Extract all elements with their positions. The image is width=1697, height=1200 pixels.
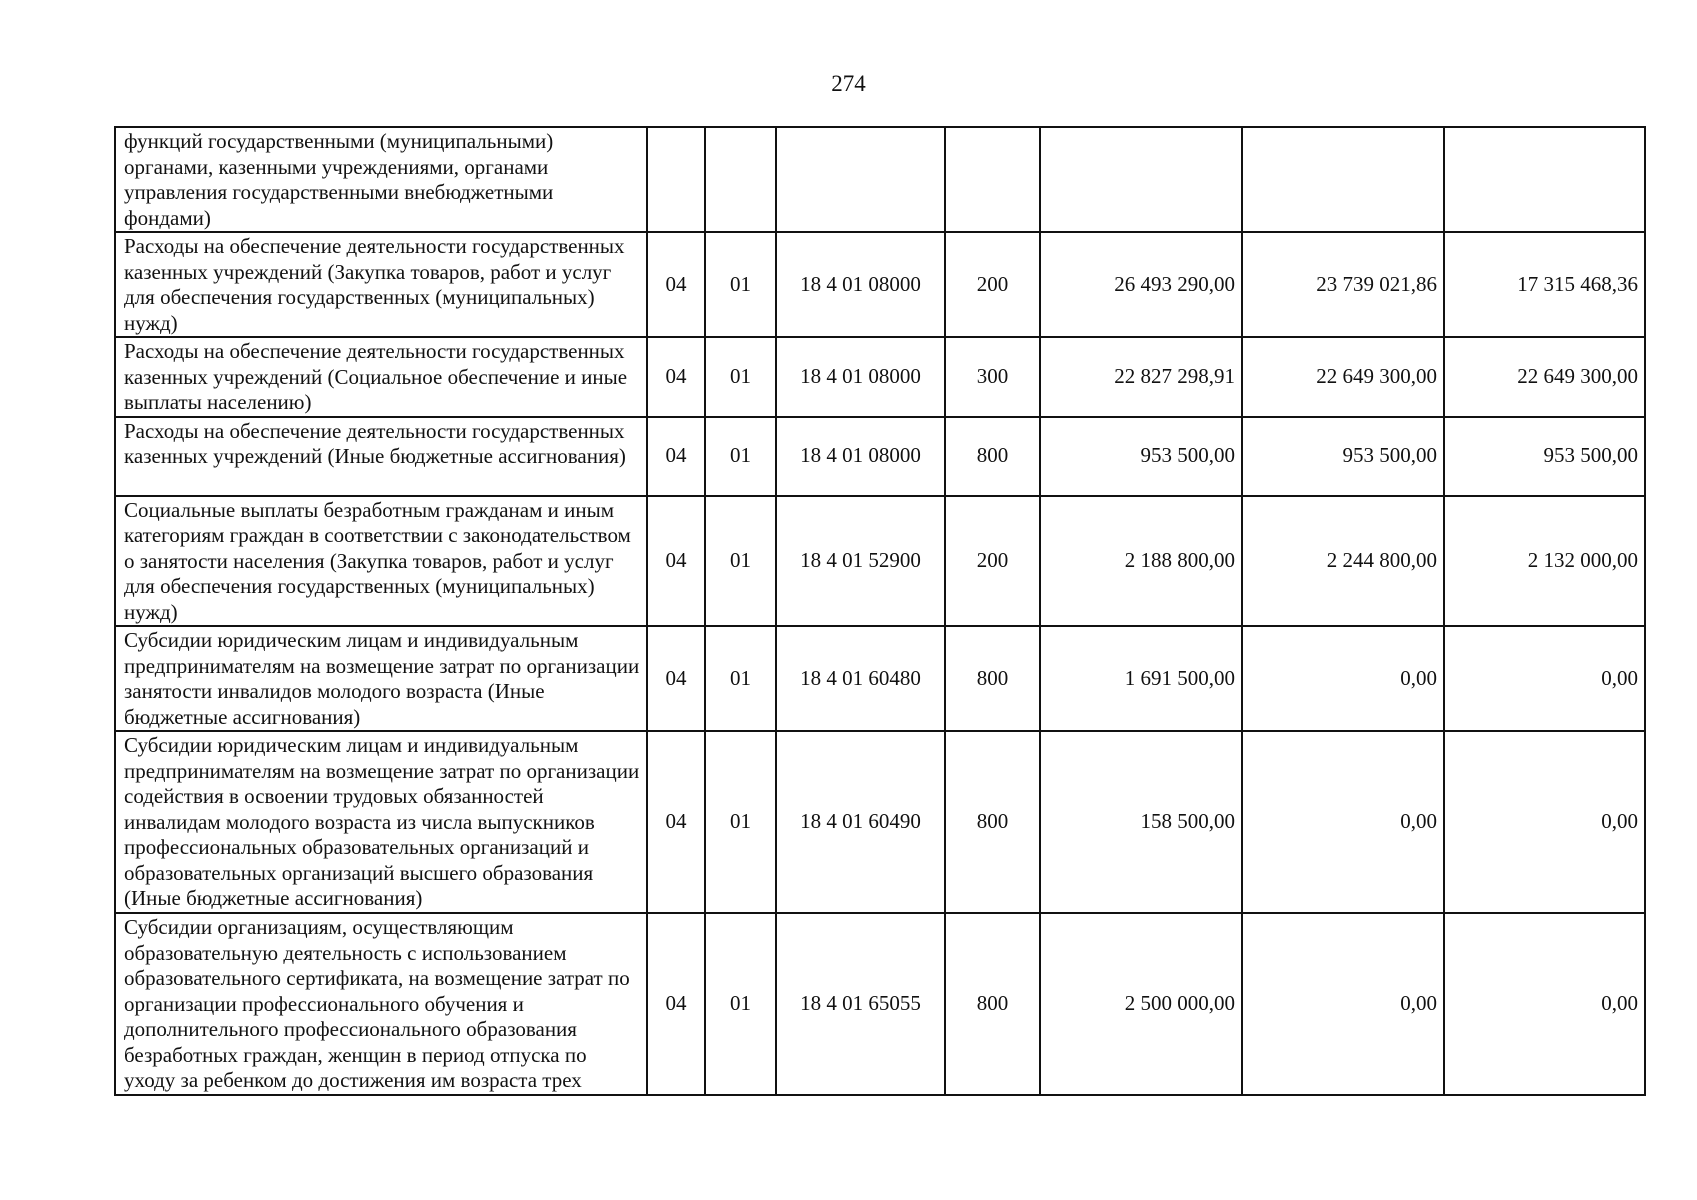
row-vr xyxy=(945,127,1040,232)
row-pr: 01 xyxy=(705,417,776,496)
row-pr: 01 xyxy=(705,496,776,627)
row-vr: 300 xyxy=(945,337,1040,417)
row-vr: 200 xyxy=(945,232,1040,337)
row-name: Субсидии организациям, осуществляющим образовательную деятельность с использованием образовательного сертификата, на возмещение затрат по организации профессионального обучения и дополнительного профессионального образования безработных граждан, женщин в период отпуска по уходу за ребенком до достижения им возраста трех xyxy=(115,913,647,1095)
row-vr: 800 xyxy=(945,731,1040,913)
table-row xyxy=(115,417,1645,496)
row-vr: 800 xyxy=(945,913,1040,1095)
row-rz: 04 xyxy=(647,337,705,417)
row-sum-2: 2 244 800,00 xyxy=(1242,496,1444,627)
table-row xyxy=(115,232,1645,337)
budget-table xyxy=(114,126,1646,1096)
table-row xyxy=(115,626,1645,731)
row-sum-1: 1 691 500,00 xyxy=(1040,626,1242,731)
row-vr: 800 xyxy=(945,626,1040,731)
row-sum-2: 23 739 021,86 xyxy=(1242,232,1444,337)
row-rz xyxy=(647,127,705,232)
row-pr: 01 xyxy=(705,232,776,337)
row-name: Расходы на обеспечение деятельности государственных казенных учреждений (Закупка товаров, работ и услуг для обеспечения государственных (муниципальных) нужд) xyxy=(115,232,647,337)
row-sum-1 xyxy=(1040,127,1242,232)
row-sum-2: 0,00 xyxy=(1242,731,1444,913)
row-csr: 18 4 01 60480 xyxy=(776,626,945,731)
row-name: функций государственными (муниципальными) органами, казенными учреждениями, органами управления государственными внебюджетными фондами) xyxy=(115,127,647,232)
row-sum-2 xyxy=(1242,127,1444,232)
row-sum-1: 158 500,00 xyxy=(1040,731,1242,913)
row-sum-1: 2 188 800,00 xyxy=(1040,496,1242,627)
row-rz: 04 xyxy=(647,731,705,913)
page-number: 274 xyxy=(831,71,866,96)
row-sum-3: 0,00 xyxy=(1444,913,1645,1095)
row-csr: 18 4 01 08000 xyxy=(776,337,945,417)
row-csr: 18 4 01 60490 xyxy=(776,731,945,913)
row-vr: 200 xyxy=(945,496,1040,627)
row-sum-2: 953 500,00 xyxy=(1242,417,1444,496)
row-rz: 04 xyxy=(647,496,705,627)
table-row xyxy=(115,496,1645,627)
row-name: Расходы на обеспечение деятельности государственных казенных учреждений (Иные бюджетные ассигнования) xyxy=(115,417,647,496)
row-pr: 01 xyxy=(705,626,776,731)
row-csr: 18 4 01 65055 xyxy=(776,913,945,1095)
table-row xyxy=(115,913,1645,1095)
row-rz: 04 xyxy=(647,232,705,337)
row-pr xyxy=(705,127,776,232)
row-name: Расходы на обеспечение деятельности государственных казенных учреждений (Социальное обеспечение и иные выплаты населению) xyxy=(115,337,647,417)
row-rz: 04 xyxy=(647,417,705,496)
row-pr: 01 xyxy=(705,337,776,417)
row-sum-3: 953 500,00 xyxy=(1444,417,1645,496)
row-name: Субсидии юридическим лицам и индивидуальным предпринимателям на возмещение затрат по организации содействия в освоении трудовых обязанностей инвалидам молодого возраста из числа выпускников профессиональных образовательных организаций и образовательных организаций высшего образования (Иные бюджетные ассигнования) xyxy=(115,731,647,913)
row-csr: 18 4 01 08000 xyxy=(776,232,945,337)
row-sum-3: 2 132 000,00 xyxy=(1444,496,1645,627)
row-sum-3: 0,00 xyxy=(1444,731,1645,913)
row-sum-1: 2 500 000,00 xyxy=(1040,913,1242,1095)
row-sum-3: 17 315 468,36 xyxy=(1444,232,1645,337)
row-csr: 18 4 01 52900 xyxy=(776,496,945,627)
row-vr: 800 xyxy=(945,417,1040,496)
row-rz: 04 xyxy=(647,913,705,1095)
row-sum-1: 26 493 290,00 xyxy=(1040,232,1242,337)
row-sum-1: 953 500,00 xyxy=(1040,417,1242,496)
row-sum-2: 0,00 xyxy=(1242,626,1444,731)
row-sum-2: 22 649 300,00 xyxy=(1242,337,1444,417)
table-row xyxy=(115,337,1645,417)
row-sum-3: 22 649 300,00 xyxy=(1444,337,1645,417)
row-name: Субсидии юридическим лицам и индивидуальным предпринимателям на возмещение затрат по организации занятости инвалидов молодого возраста (Иные бюджетные ассигнования) xyxy=(115,626,647,731)
table-row xyxy=(115,127,1645,232)
row-rz: 04 xyxy=(647,626,705,731)
row-sum-2: 0,00 xyxy=(1242,913,1444,1095)
row-sum-3: 0,00 xyxy=(1444,626,1645,731)
row-pr: 01 xyxy=(705,913,776,1095)
row-name: Социальные выплаты безработным гражданам и иным категориям граждан в соответствии с законодательством о занятости населения (Закупка товаров, работ и услуг для обеспечения государственных (муниципальных) нужд) xyxy=(115,496,647,627)
row-sum-3 xyxy=(1444,127,1645,232)
row-sum-1: 22 827 298,91 xyxy=(1040,337,1242,417)
row-pr: 01 xyxy=(705,731,776,913)
row-csr: 18 4 01 08000 xyxy=(776,417,945,496)
table-row xyxy=(115,731,1645,913)
row-csr xyxy=(776,127,945,232)
